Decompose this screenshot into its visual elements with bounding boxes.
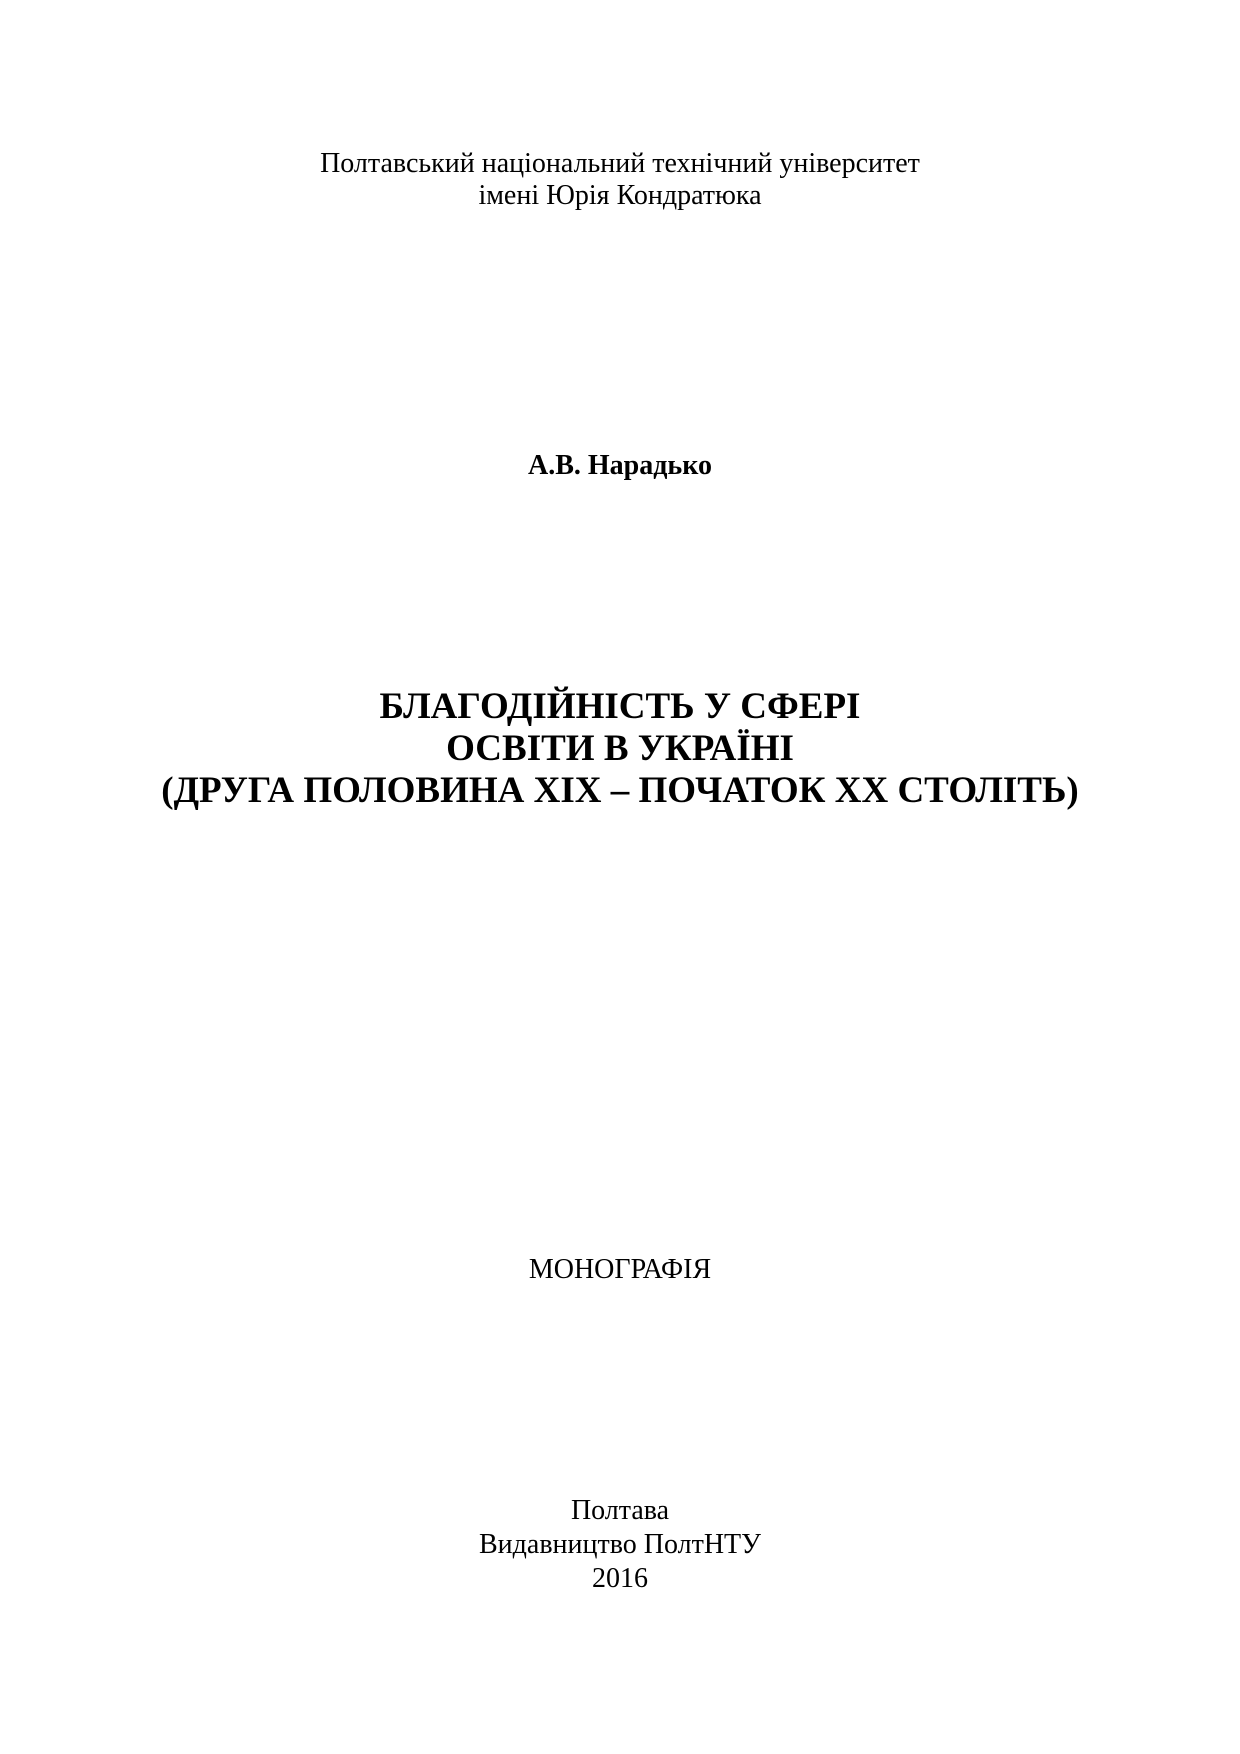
title-line-1: БЛАГОДІЙНІСТЬ У СФЕРІ	[379, 686, 861, 727]
author-name: А.В. Нарадько	[528, 450, 712, 481]
imprint-block	[0, 1494, 1240, 1596]
institution-namesake: імені Юрія Кондратюка	[478, 180, 762, 211]
genre-block	[0, 1254, 1240, 1286]
title-line-2: ОСВІТИ В УКРАЇНІ	[446, 728, 794, 769]
book-title	[0, 686, 1240, 812]
imprint-year: 2016	[592, 1563, 648, 1594]
title-line-3: (ДРУГА ПОЛОВИНА XIX – ПОЧАТОК XX СТОЛІТЬ)	[161, 770, 1079, 811]
imprint-publisher: Видавництво ПолтНТУ	[479, 1529, 761, 1560]
imprint-city: Полтава	[570, 1495, 670, 1526]
author-block	[0, 450, 1240, 482]
institution-name: Полтавський національний технічний університет	[320, 148, 920, 179]
genre-label: МОНОГРАФІЯ	[528, 1254, 712, 1285]
institution-block	[0, 148, 1240, 212]
